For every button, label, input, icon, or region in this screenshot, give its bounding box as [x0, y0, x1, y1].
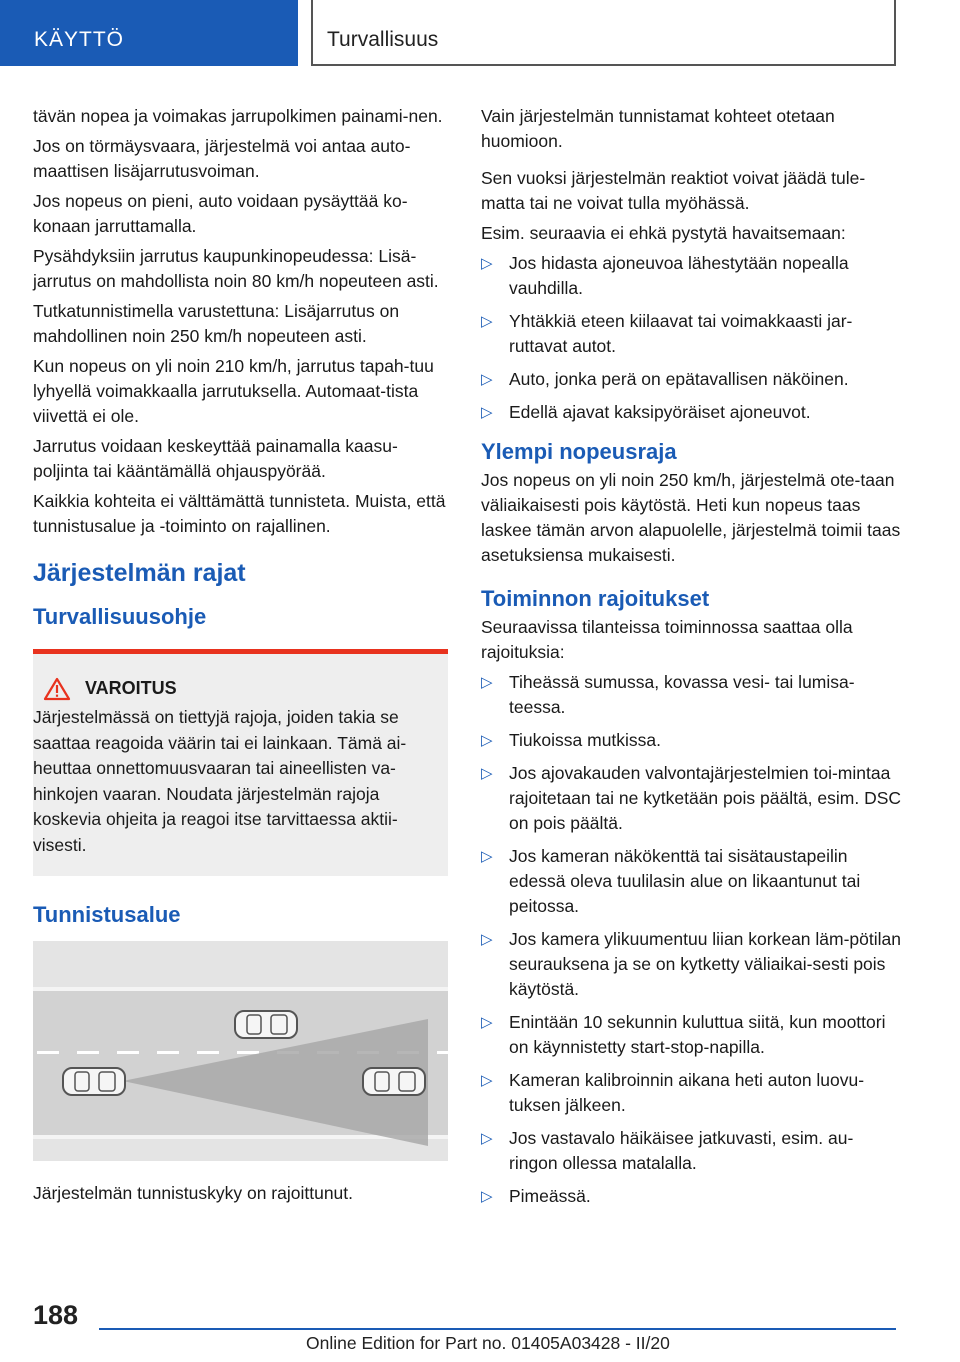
left-paragraph: Jarrutus voidaan keskeyttää painamalla kaasu-poljinta tai kääntämällä ohjauspyörää. [33, 436, 398, 481]
bullet-triangle-icon: ▷ [481, 404, 493, 421]
footer-divider [99, 1328, 896, 1330]
figure-caption: Järjestelmän tunnistuskyky on rajoittunut. [33, 1183, 354, 1203]
restrictions-intro: Seuraavissa tilanteissa toiminnossa saattaa olla rajoituksia: [481, 617, 853, 662]
bullet-triangle-icon: ▷ [481, 255, 493, 272]
right-column [481, 104, 901, 1217]
bullet-triangle-icon: ▷ [481, 1072, 493, 1089]
header-chapter-box [311, 0, 896, 66]
header-section-tab [0, 0, 298, 66]
list-item: ▷ Tiukoissa mutkissa. [481, 728, 901, 753]
bullet-triangle-icon: ▷ [481, 765, 493, 782]
bullet-triangle-icon: ▷ [481, 371, 493, 388]
left-paragraph: Kaikkia kohteita ei välttämättä tunnisteta. Muista, että tunnistusalue ja -toiminto on rajallinen. [33, 491, 446, 536]
list-item: ▷ Jos hidasta ajoneuvoa lähestytään nopealla vauhdilla. [481, 253, 849, 298]
car-icon [235, 1011, 297, 1038]
list-item: ▷ Jos kameran näkökenttä tai sisätaustapeilin edessä oleva tuulilasin alue on likaantunut tai peitossa. [481, 846, 861, 916]
header-chapter-label: Turvallisuus [327, 28, 439, 51]
warning-text: Järjestelmässä on tiettyjä rajoja, joiden takia se saattaa reagoida väärin tai ei lainkaan. Tämä ai-heuttaa onnettomuusvaaran tai aineellisten va-hinkojen vaaran. Noudata järjestelmän rajoja koskevia ohjeita ja reagoi itse tarvittaessa aktii-visesti. [33, 707, 407, 855]
list-item: ▷ Edellä ajavat kaksipyöräiset ajoneuvot. [481, 400, 901, 425]
warning-title-row [33, 676, 436, 701]
right-paragraph: Vain järjestelmän tunnistamat kohteet otetaan huomioon. [481, 106, 835, 151]
bullet-triangle-icon: ▷ [481, 1188, 493, 1205]
car-icon [63, 1068, 125, 1095]
bullet-triangle-icon: ▷ [481, 1014, 493, 1031]
speed-limit-text: Jos nopeus on yli noin 250 km/h, järjestelmä ote-taan väliaikaisesti pois käytöstä. Heti kun nopeus taas laskee tämän arvon alapuolelle, järjestelmä toimii taas asetuksiensa mukaisesti. [481, 470, 901, 565]
list-item: ▷ Kameran kalibroinnin aikana heti auton luovu-tuksen jälkeen. [481, 1070, 865, 1115]
bullet-triangle-icon: ▷ [481, 1130, 493, 1147]
heading-safety-notice: Turvallisuusohje [33, 604, 207, 629]
list-item: ▷ Jos kamera ylikuumentuu liian korkean läm-pötilan seurauksena ja se on kytketty väliaikai-sesti pois käytöstä. [481, 929, 901, 999]
heading-detection-area: Tunnistusalue [33, 902, 181, 927]
bullet-triangle-icon: ▷ [481, 931, 493, 948]
left-paragraph: tävän nopea ja voimakas jarrupolkimen painami-nen. [33, 106, 443, 126]
left-paragraph: Jos on törmäysvaara, järjestelmä voi antaa auto-maattisen lisäjarrutusvoiman. [33, 136, 411, 181]
left-paragraph: Kun nopeus on yli noin 210 km/h, jarrutus tapah-tuu lyhyellä voimakkaalla jarrutuksella. Automaat-tista viivettä ei ole. [33, 356, 434, 426]
road-diagram [33, 941, 448, 1161]
heading-upper-speed-limit: Ylempi nopeusraja [481, 439, 677, 464]
undetectable-list [481, 251, 901, 425]
list-item: ▷ Yhtäkkiä eteen kiilaavat tai voimakkaasti jar-ruttavat autot. [481, 311, 853, 356]
list-item: ▷ Pimeässä. [481, 1184, 901, 1209]
warning-title: VAROITUS [85, 678, 177, 698]
left-paragraph: Tutkatunnistimella varustettuna: Lisäjarrutus on mahdollinen noin 250 km/h nopeuteen asti. [33, 301, 400, 346]
bullet-triangle-icon: ▷ [481, 848, 493, 865]
footer-edition-text: Online Edition for Part no. 01405A03428 - II/20 [306, 1333, 670, 1353]
heading-function-restrictions: Toiminnon rajoitukset [481, 586, 710, 611]
list-item: ▷ Jos vastavalo häikäisee jatkuvasti, esim. au-ringon ollessa matalalla. [481, 1128, 854, 1173]
heading-system-limits: Järjestelmän rajat [33, 559, 246, 587]
warning-box [33, 649, 448, 876]
warning-triangle-icon [43, 677, 71, 701]
list-item: ▷ Auto, jonka perä on epätavallisen näköinen. [481, 367, 901, 392]
right-paragraph: Esim. seuraavia ei ehkä pystytä havaitsemaan: [481, 223, 846, 243]
car-icon [363, 1068, 425, 1095]
detection-area-illustration [33, 941, 448, 1161]
list-item: ▷ Enintään 10 sekunnin kuluttua siitä, kun moottori on käynnistetty start-stop-napilla. [481, 1012, 886, 1057]
bullet-triangle-icon: ▷ [481, 674, 493, 691]
restrictions-list [481, 670, 901, 1209]
header-section-label: KÄYTTÖ [34, 28, 125, 51]
left-paragraph: Pysähdyksiin jarrutus kaupunkinopeudessa: Lisä-jarrutus on mahdollista noin 80 km/h nopeuteen asti. [33, 246, 439, 291]
list-item: ▷ Tiheässä sumussa, kovassa vesi- tai lumisa-teessa. [481, 672, 855, 717]
page-number: 188 [33, 1300, 79, 1330]
bullet-triangle-icon: ▷ [481, 313, 493, 330]
left-paragraph: Jos nopeus on pieni, auto voidaan pysäyttää ko-konaan jarruttamalla. [33, 191, 408, 236]
list-item: ▷ Jos ajovakauden valvontajärjestelmien toi-mintaa rajoitetaan tai ne kytketään pois päältä, esim. DSC on pois päältä. [481, 763, 902, 833]
bullet-triangle-icon: ▷ [481, 732, 493, 749]
right-paragraph: Sen vuoksi järjestelmän reaktiot voivat jäädä tule-matta tai ne voivat tulla myöhässä. [481, 168, 866, 213]
left-column [33, 104, 448, 1211]
